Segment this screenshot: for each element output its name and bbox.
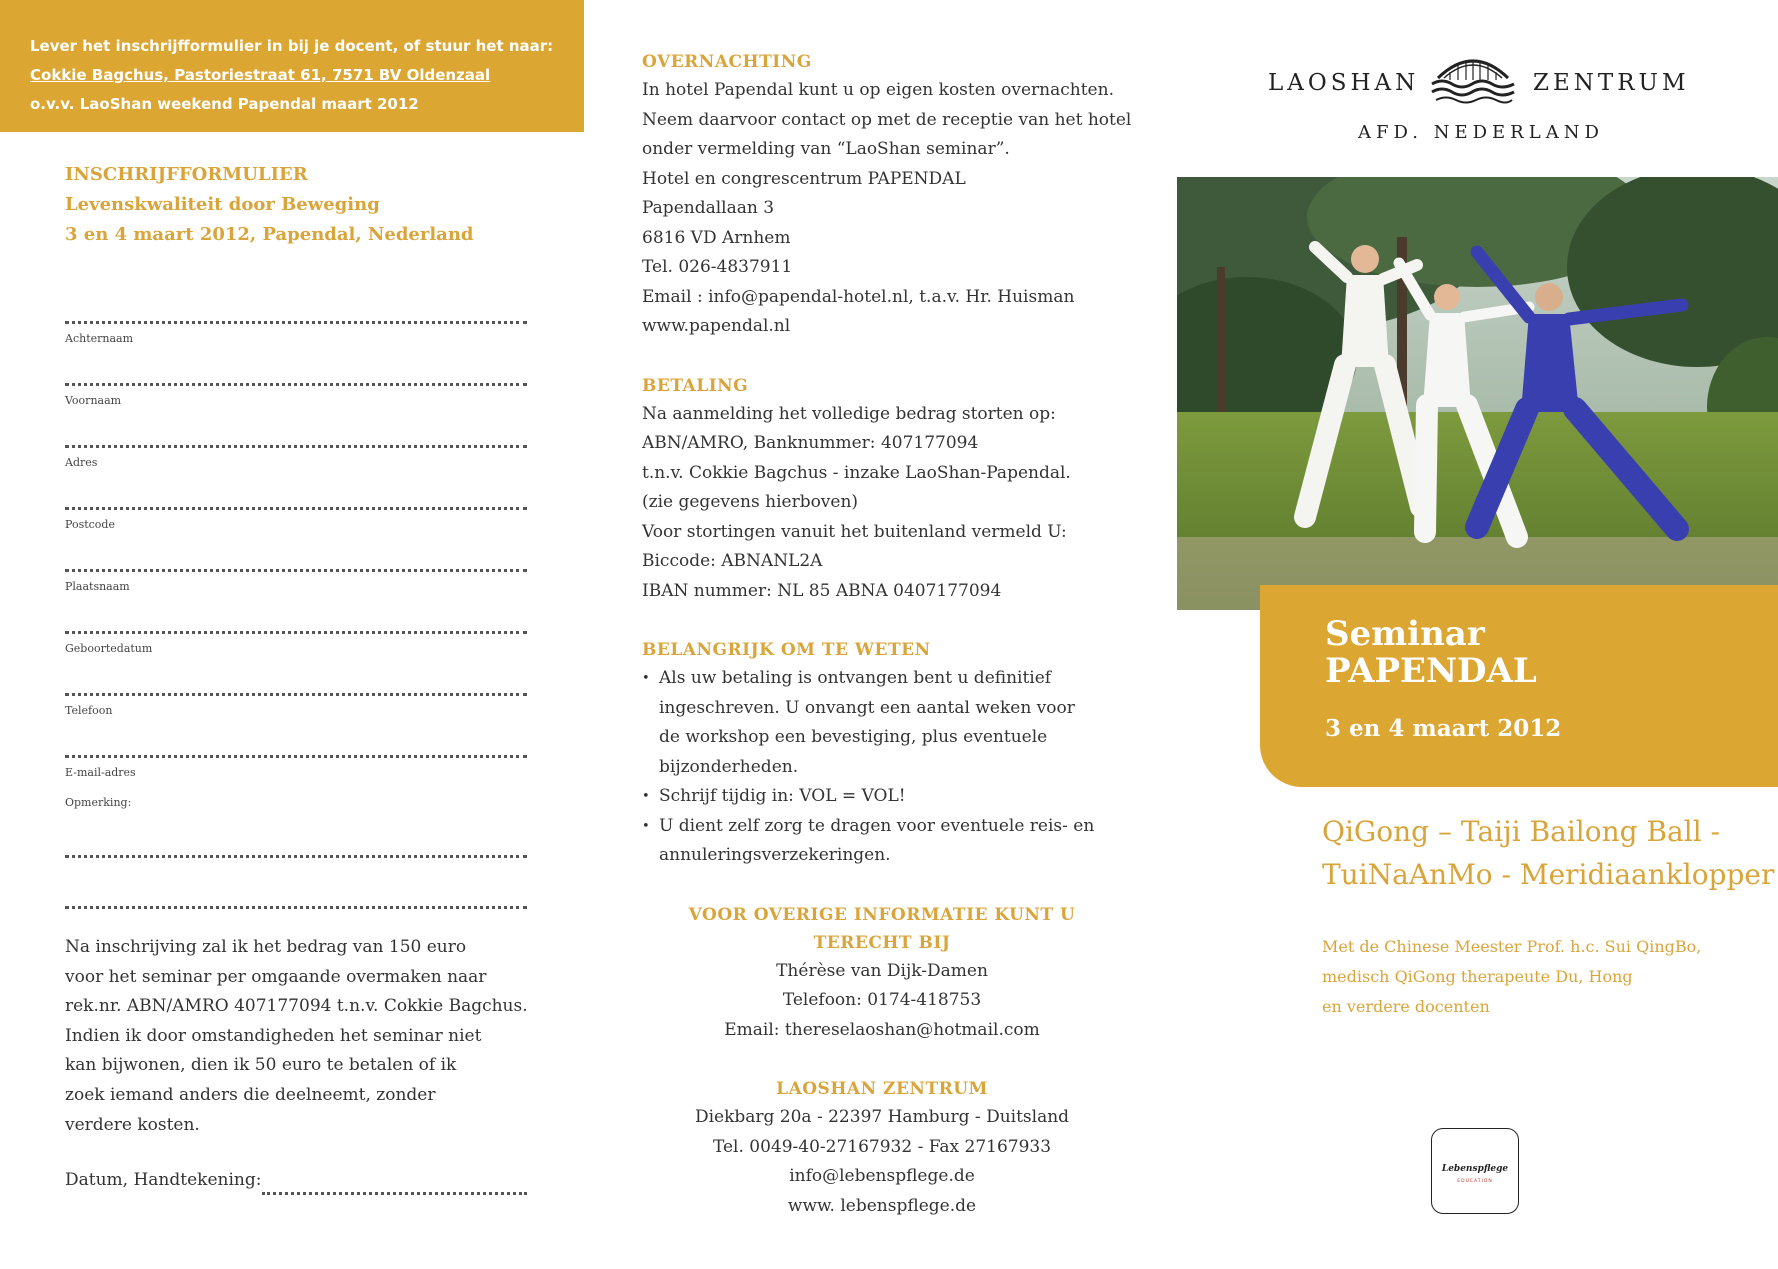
text-line: 6816 VD Arnhem — [642, 227, 791, 248]
text-line: Diekbarg 20a - 22397 Hamburg - Duitsland — [694, 1107, 1070, 1127]
text-line: t.n.v. Cokkie Bagchus - inzake LaoShan-Papendal. — [642, 462, 1071, 483]
list-item — [642, 782, 1142, 812]
text-line: Met de Chinese Meester Prof. h.c. Sui QingBo, — [1322, 937, 1702, 956]
hotel-email-link[interactable]: Email : info@papendal-hotel.nl, t.a.v. Hr. Huisman — [642, 286, 1075, 307]
disciplines — [1322, 810, 1774, 896]
logo-subtitle: AFD. NEDERLAND — [1358, 122, 1604, 143]
overnachting-text — [642, 76, 1142, 342]
logo-left-text: LAOSHAN — [1268, 70, 1420, 96]
text-line: (zie gegevens hierboven) — [642, 492, 859, 512]
text-line: Papendallaan 3 — [642, 198, 775, 218]
info-title: VOOR OVERIGE INFORMATIE KUNT U TERECHT BIJ — [688, 904, 1076, 953]
text-line: • U dient zelf zorg te dragen voor eventuele reis- en — [659, 815, 1095, 836]
banner-date: 3 en 4 maart 2012 — [1325, 715, 1562, 742]
field-label: Achternaam — [65, 332, 134, 345]
text-line: IBAN nummer: NL 85 ABNA 0407177094 — [642, 580, 1002, 601]
info-column — [642, 48, 1142, 1221]
text-line: Biccode: ABNANL2A — [642, 551, 823, 571]
field-plaatsnaam[interactable] — [65, 569, 527, 593]
text-line: onder vermelding van “LaoShan seminar”. — [642, 139, 1010, 159]
wave-bridge-icon — [1430, 50, 1516, 106]
belangrijk-list — [642, 664, 1142, 871]
registration-column — [0, 0, 584, 1269]
teachers-text — [1322, 932, 1701, 1022]
field-label: Voornaam — [65, 394, 122, 407]
pledge-line: rek.nr. ABN/AMRO 407177094 t.n.v. Cokkie Bagchus. — [65, 996, 528, 1017]
zentrum-email-link[interactable]: info@lebenspflege.de — [789, 1166, 975, 1186]
field-voornaam[interactable] — [65, 383, 527, 407]
seminar-banner — [1260, 585, 1778, 787]
text-line: In hotel Papendal kunt u op eigen kosten overnachten. — [642, 80, 1114, 100]
lebenspflege-logo — [1431, 1128, 1519, 1214]
text-line: Tel. 0049-40-27167932 - Fax 27167933 — [712, 1136, 1052, 1157]
zentrum-title: LAOSHAN ZENTRUM — [776, 1079, 988, 1099]
field-label: E-mail-adres — [65, 766, 136, 779]
pledge-line: verdere kosten. — [65, 1114, 200, 1135]
field-postcode[interactable] — [65, 507, 527, 531]
field-adres[interactable] — [65, 445, 527, 469]
field-label: Postcode — [65, 518, 115, 531]
pledge-line: voor het seminar per omgaande overmaken naar — [65, 966, 487, 987]
field-telefoon[interactable] — [65, 693, 527, 717]
form-title: INSCHRIJFFORMULIER — [65, 164, 308, 185]
pledge-line: zoek iemand anders die deelneemt, zonder — [65, 1084, 436, 1105]
text-line: Voor stortingen vanuit het buitenland vermeld U: — [642, 521, 1067, 542]
text-line: Na aanmelding het volledige bedrag storten op: — [642, 403, 1056, 424]
discipline-line: QiGong – Taiji Bailong Ball - — [1322, 815, 1721, 848]
badge-sub: EDUCATION — [1457, 1179, 1493, 1184]
text-line: • Schrijf tijdig in: VOL = VOL! — [659, 786, 906, 806]
field-label: Adres — [65, 456, 98, 469]
contact-email-link[interactable]: Email: thereselaoshan@hotmail.com — [724, 1019, 1040, 1040]
field-label: Plaatsnaam — [65, 580, 130, 593]
zentrum-contact — [642, 1103, 1122, 1221]
zentrum-website-link[interactable]: www. lebenspflege.de — [787, 1195, 977, 1216]
banner-title-2: PAPENDAL — [1325, 651, 1537, 691]
logo-right-text: ZENTRUM — [1533, 70, 1690, 96]
banner-title-1: Seminar — [1325, 614, 1485, 654]
form-heading — [65, 160, 474, 250]
text-line: ingeschreven. U onvangt een aantal weken voor — [659, 697, 1075, 718]
field-label: Geboortedatum — [65, 642, 153, 655]
pledge-line: kan bijwonen, dien ik 50 euro te betalen of ik — [65, 1055, 457, 1076]
pledge-line: Indien ik door omstandigheden het seminar niet — [65, 1025, 482, 1046]
text-line: annuleringsverzekeringen. — [659, 845, 891, 865]
text-line: ABN/AMRO, Banknummer: 407177094 — [642, 433, 979, 453]
hotel-website-link[interactable]: www.papendal.nl — [642, 316, 791, 336]
laoshan-logo — [1268, 50, 1688, 150]
text-line: Tel. 026-4837911 — [642, 257, 793, 277]
text-line: medisch QiGong therapeute Du, Hong — [1322, 967, 1633, 986]
field-label: Telefoon — [65, 704, 113, 717]
belangrijk-title: BELANGRIJK OM TE WETEN — [642, 640, 931, 660]
pledge-line: Na inschrijving zal ik het bedrag van 150 euro — [65, 937, 467, 957]
taiji-practitioners-photo — [1177, 177, 1778, 610]
info-contact — [642, 957, 1122, 1046]
payment-pledge — [65, 933, 535, 1140]
betaling-text — [642, 400, 1142, 607]
overnachting-title: OVERNACHTING — [642, 52, 812, 72]
send-instructions-box — [0, 0, 584, 132]
form-subtitle: Levenskwaliteit door Beweging — [65, 194, 380, 215]
list-item — [642, 664, 1142, 782]
form-date-place: 3 en 4 maart 2012, Papendal, Nederland — [65, 224, 474, 245]
text-line: Neem daarvoor contact op met de receptie van het hotel — [642, 109, 1132, 130]
badge-name: Lebenspflege — [1441, 1164, 1509, 1174]
signature-label: Datum, Handtekening: — [65, 1170, 262, 1190]
text-line: Hotel en congrescentrum PAPENDAL — [642, 168, 966, 189]
text-line: bijzonderheden. — [659, 756, 799, 777]
field-geboortedatum[interactable] — [65, 631, 527, 655]
field-email[interactable] — [65, 755, 527, 779]
send-line-1: Lever het inschrijfformulier in bij je docent, of stuur het naar: — [30, 37, 554, 55]
text-line: en verdere docenten — [1322, 997, 1490, 1016]
send-line-3: o.v.v. LaoShan weekend Papendal maart 2012 — [30, 95, 419, 113]
text-line: Thérèse van Dijk-Damen — [776, 960, 988, 981]
signature-field[interactable] — [262, 1192, 527, 1195]
remark-line-1[interactable] — [65, 855, 527, 858]
text-line: Telefoon: 0174-418753 — [782, 990, 982, 1010]
remark-line-2[interactable] — [65, 906, 527, 909]
field-achternaam[interactable] — [65, 321, 527, 345]
remark-label: Opmerking: — [65, 796, 132, 809]
discipline-line: TuiNaAnMo - Meridiaanklopper — [1322, 858, 1775, 891]
list-item — [642, 812, 1142, 871]
betaling-title: BETALING — [642, 375, 749, 396]
text-line: de workshop een bevestiging, plus eventuele — [659, 727, 1048, 747]
send-address-link[interactable]: Cokkie Bagchus, Pastoriestraat 61, 7571 BV Oldenzaal — [30, 66, 491, 84]
text-line: • Als uw betaling is ontvangen bent u definitief — [659, 668, 1052, 688]
